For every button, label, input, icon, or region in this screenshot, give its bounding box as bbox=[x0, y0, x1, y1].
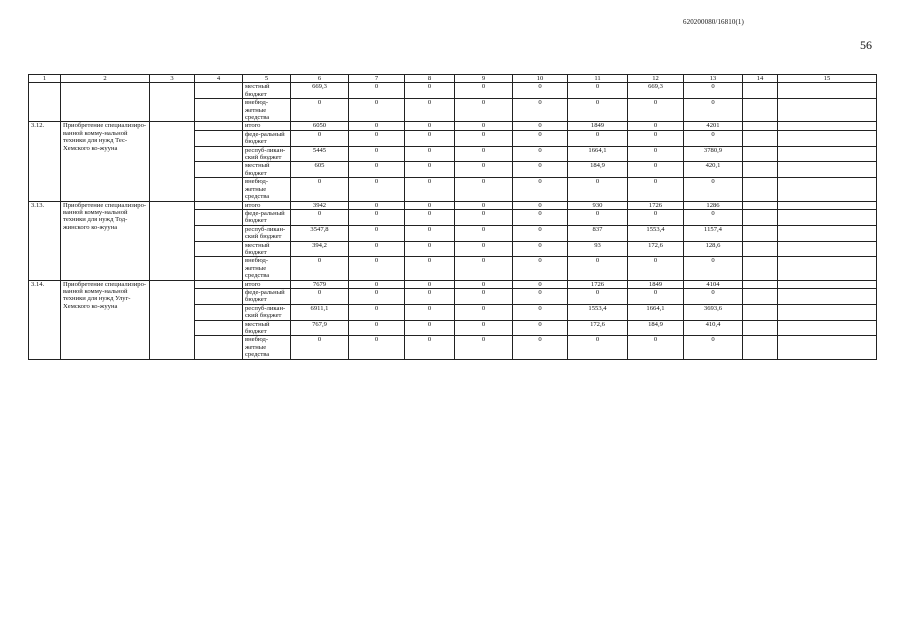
value-cell: 6911,1 bbox=[291, 304, 349, 320]
value-cell: 4201 bbox=[684, 122, 743, 130]
empty-cell bbox=[743, 209, 778, 225]
empty-cell bbox=[778, 225, 877, 241]
value-cell: 0 bbox=[455, 209, 513, 225]
table-row bbox=[29, 122, 877, 130]
value-cell: 0 bbox=[628, 146, 684, 162]
empty-cell bbox=[743, 241, 778, 257]
funding-source: итого bbox=[243, 201, 291, 209]
empty-cell bbox=[743, 280, 778, 288]
value-cell: 3942 bbox=[291, 201, 349, 209]
value-cell: 1849 bbox=[628, 280, 684, 288]
empty-cell bbox=[195, 130, 243, 146]
empty-cell bbox=[743, 288, 778, 304]
column-number-header: 2 bbox=[61, 75, 150, 83]
value-cell: 0 bbox=[455, 122, 513, 130]
column-number-header: 11 bbox=[568, 75, 628, 83]
value-cell: 0 bbox=[291, 178, 349, 201]
value-cell: 0 bbox=[405, 162, 455, 178]
value-cell: 0 bbox=[513, 225, 568, 241]
empty-cell bbox=[195, 209, 243, 225]
empty-cell bbox=[195, 241, 243, 257]
value-cell: 0 bbox=[513, 288, 568, 304]
value-cell: 1553,4 bbox=[628, 225, 684, 241]
empty-cell bbox=[195, 288, 243, 304]
value-cell: 0 bbox=[291, 99, 349, 122]
value-cell: 0 bbox=[455, 280, 513, 288]
value-cell: 0 bbox=[568, 178, 628, 201]
value-cell: 394,2 bbox=[291, 241, 349, 257]
item-number: 3.12. bbox=[29, 122, 61, 201]
column-number-header: 14 bbox=[743, 75, 778, 83]
empty-cell bbox=[195, 336, 243, 359]
empty-cell bbox=[195, 257, 243, 280]
value-cell: 0 bbox=[684, 178, 743, 201]
value-cell: 184,9 bbox=[568, 162, 628, 178]
value-cell: 5445 bbox=[291, 146, 349, 162]
empty-cell bbox=[778, 99, 877, 122]
empty-cell bbox=[743, 320, 778, 336]
empty-cell bbox=[778, 336, 877, 359]
empty-cell bbox=[195, 201, 243, 209]
value-cell: 0 bbox=[405, 288, 455, 304]
value-cell: 0 bbox=[349, 280, 405, 288]
value-cell: 837 bbox=[568, 225, 628, 241]
column-number-header: 1 bbox=[29, 75, 61, 83]
empty-cell bbox=[778, 122, 877, 130]
item-number: 3.14. bbox=[29, 280, 61, 359]
value-cell: 0 bbox=[349, 304, 405, 320]
empty-cell bbox=[743, 225, 778, 241]
empty-cell bbox=[778, 178, 877, 201]
value-cell: 0 bbox=[349, 225, 405, 241]
value-cell: 4104 bbox=[684, 280, 743, 288]
value-cell: 0 bbox=[349, 130, 405, 146]
value-cell: 0 bbox=[568, 257, 628, 280]
empty-cell bbox=[778, 130, 877, 146]
value-cell: 0 bbox=[349, 241, 405, 257]
value-cell: 420,1 bbox=[684, 162, 743, 178]
empty-cell bbox=[778, 280, 877, 288]
value-cell: 1553,4 bbox=[568, 304, 628, 320]
funding-source: внебюд-жетные средства bbox=[243, 99, 291, 122]
table-row bbox=[29, 201, 877, 209]
item-name: Приобретение специализиро-ванной комму-нальной техники для нужд Улуг-Хемского ко-жууна bbox=[61, 280, 150, 359]
value-cell: 0 bbox=[405, 122, 455, 130]
value-cell: 1664,1 bbox=[568, 146, 628, 162]
empty-cell bbox=[195, 99, 243, 122]
value-cell: 0 bbox=[513, 320, 568, 336]
funding-source: итого bbox=[243, 280, 291, 288]
value-cell: 0 bbox=[513, 130, 568, 146]
value-cell: 0 bbox=[513, 280, 568, 288]
column-number-header: 13 bbox=[684, 75, 743, 83]
item-number: 3.13. bbox=[29, 201, 61, 280]
value-cell: 0 bbox=[568, 83, 628, 99]
empty-cell bbox=[195, 162, 243, 178]
empty-cell bbox=[743, 83, 778, 99]
empty-cell bbox=[778, 209, 877, 225]
value-cell: 0 bbox=[568, 209, 628, 225]
funding-source: внебюд-жетные средства bbox=[243, 178, 291, 201]
column-number-header: 7 bbox=[349, 75, 405, 83]
funding-source: местный бюджет bbox=[243, 83, 291, 99]
value-cell: 669,3 bbox=[291, 83, 349, 99]
column-number-header: 3 bbox=[150, 75, 195, 83]
value-cell: 3780,9 bbox=[684, 146, 743, 162]
funding-source: респуб-ликан-ский бюджет bbox=[243, 304, 291, 320]
value-cell: 6050 bbox=[291, 122, 349, 130]
value-cell: 0 bbox=[405, 225, 455, 241]
empty-cell bbox=[743, 201, 778, 209]
value-cell: 0 bbox=[291, 130, 349, 146]
value-cell: 0 bbox=[405, 209, 455, 225]
value-cell: 0 bbox=[513, 241, 568, 257]
empty-cell bbox=[778, 201, 877, 209]
value-cell: 0 bbox=[455, 83, 513, 99]
column-number-header: 12 bbox=[628, 75, 684, 83]
funding-source: итого bbox=[243, 122, 291, 130]
value-cell: 0 bbox=[405, 83, 455, 99]
funding-source: внебюд-жетные средства bbox=[243, 257, 291, 280]
value-cell: 0 bbox=[628, 209, 684, 225]
value-cell: 0 bbox=[349, 288, 405, 304]
value-cell: 0 bbox=[291, 257, 349, 280]
value-cell: 0 bbox=[628, 336, 684, 359]
empty-cell bbox=[778, 241, 877, 257]
value-cell: 172,6 bbox=[568, 320, 628, 336]
funding-source: респуб-ликан-ский бюджет bbox=[243, 146, 291, 162]
empty-cell bbox=[743, 99, 778, 122]
value-cell: 0 bbox=[349, 209, 405, 225]
value-cell: 0 bbox=[513, 336, 568, 359]
value-cell: 0 bbox=[513, 146, 568, 162]
budget-table bbox=[28, 74, 877, 360]
value-cell: 184,9 bbox=[628, 320, 684, 336]
funding-source: феде-ральный бюджет bbox=[243, 288, 291, 304]
empty-cell bbox=[743, 162, 778, 178]
value-cell: 0 bbox=[455, 304, 513, 320]
value-cell: 0 bbox=[455, 225, 513, 241]
value-cell: 0 bbox=[405, 146, 455, 162]
value-cell: 605 bbox=[291, 162, 349, 178]
empty-cell bbox=[150, 280, 195, 359]
empty-cell bbox=[778, 83, 877, 99]
value-cell: 0 bbox=[349, 162, 405, 178]
empty-cell bbox=[195, 320, 243, 336]
value-cell: 0 bbox=[513, 162, 568, 178]
value-cell: 1726 bbox=[628, 201, 684, 209]
value-cell: 0 bbox=[455, 99, 513, 122]
value-cell: 0 bbox=[405, 257, 455, 280]
funding-source: местный бюджет bbox=[243, 162, 291, 178]
item-name: Приобретение специализиро-ванной комму-нальной техники для нужд Тес-Хемского ко-жууна bbox=[61, 122, 150, 201]
value-cell: 0 bbox=[455, 320, 513, 336]
value-cell: 93 bbox=[568, 241, 628, 257]
value-cell: 0 bbox=[513, 304, 568, 320]
empty-cell bbox=[743, 336, 778, 359]
value-cell: 0 bbox=[684, 257, 743, 280]
value-cell: 172,6 bbox=[628, 241, 684, 257]
table-row bbox=[29, 280, 877, 288]
empty-cell bbox=[195, 225, 243, 241]
empty-cell bbox=[150, 83, 195, 122]
value-cell: 0 bbox=[405, 178, 455, 201]
value-cell: 0 bbox=[684, 288, 743, 304]
value-cell: 0 bbox=[349, 320, 405, 336]
empty-cell bbox=[195, 178, 243, 201]
value-cell: 0 bbox=[513, 122, 568, 130]
value-cell: 0 bbox=[684, 99, 743, 122]
value-cell: 0 bbox=[455, 336, 513, 359]
value-cell: 0 bbox=[513, 201, 568, 209]
empty-cell bbox=[195, 146, 243, 162]
value-cell: 0 bbox=[684, 336, 743, 359]
funding-source: респуб-ликан-ский бюджет bbox=[243, 225, 291, 241]
empty-cell bbox=[743, 257, 778, 280]
value-cell: 767,9 bbox=[291, 320, 349, 336]
empty-cell bbox=[778, 146, 877, 162]
empty-cell bbox=[778, 162, 877, 178]
header-row bbox=[29, 75, 877, 83]
value-cell: 0 bbox=[455, 257, 513, 280]
value-cell: 0 bbox=[405, 130, 455, 146]
value-cell: 669,3 bbox=[628, 83, 684, 99]
empty-cell bbox=[743, 146, 778, 162]
value-cell: 0 bbox=[568, 130, 628, 146]
value-cell: 0 bbox=[684, 83, 743, 99]
value-cell: 3547,8 bbox=[291, 225, 349, 241]
value-cell: 0 bbox=[455, 146, 513, 162]
empty-cell bbox=[743, 130, 778, 146]
value-cell: 0 bbox=[405, 320, 455, 336]
empty-cell bbox=[195, 304, 243, 320]
table-row bbox=[29, 83, 877, 99]
value-cell: 0 bbox=[349, 146, 405, 162]
value-cell: 0 bbox=[628, 178, 684, 201]
empty-cell bbox=[195, 83, 243, 99]
page-number: 56 bbox=[860, 38, 872, 52]
column-number-header: 15 bbox=[778, 75, 877, 83]
column-number-header: 8 bbox=[405, 75, 455, 83]
empty-cell bbox=[778, 257, 877, 280]
value-cell: 0 bbox=[568, 288, 628, 304]
item-name-cell bbox=[61, 83, 150, 122]
value-cell: 0 bbox=[513, 83, 568, 99]
value-cell: 0 bbox=[513, 257, 568, 280]
value-cell: 0 bbox=[513, 99, 568, 122]
value-cell: 0 bbox=[455, 162, 513, 178]
document-id: 620200080/16810(1) bbox=[683, 18, 744, 26]
empty-cell bbox=[150, 122, 195, 201]
column-number-header: 9 bbox=[455, 75, 513, 83]
funding-source: феде-ральный бюджет bbox=[243, 130, 291, 146]
value-cell: 1286 bbox=[684, 201, 743, 209]
value-cell: 0 bbox=[405, 336, 455, 359]
value-cell: 1664,1 bbox=[628, 304, 684, 320]
value-cell: 0 bbox=[349, 83, 405, 99]
empty-cell bbox=[778, 304, 877, 320]
value-cell: 0 bbox=[455, 130, 513, 146]
value-cell: 0 bbox=[513, 178, 568, 201]
value-cell: 128,6 bbox=[684, 241, 743, 257]
empty-cell bbox=[778, 320, 877, 336]
value-cell: 0 bbox=[628, 257, 684, 280]
column-number-header: 5 bbox=[243, 75, 291, 83]
value-cell: 0 bbox=[291, 288, 349, 304]
column-number-header: 10 bbox=[513, 75, 568, 83]
value-cell: 0 bbox=[405, 241, 455, 257]
value-cell: 1849 bbox=[568, 122, 628, 130]
value-cell: 0 bbox=[349, 257, 405, 280]
value-cell: 0 bbox=[349, 336, 405, 359]
value-cell: 0 bbox=[568, 336, 628, 359]
value-cell: 0 bbox=[628, 288, 684, 304]
value-cell: 0 bbox=[405, 201, 455, 209]
empty-cell bbox=[743, 122, 778, 130]
empty-cell bbox=[150, 201, 195, 280]
item-number-cell bbox=[29, 83, 61, 122]
value-cell: 0 bbox=[405, 280, 455, 288]
value-cell: 0 bbox=[628, 162, 684, 178]
value-cell: 930 bbox=[568, 201, 628, 209]
funding-source: местный бюджет bbox=[243, 241, 291, 257]
value-cell: 0 bbox=[349, 99, 405, 122]
column-number-header: 6 bbox=[291, 75, 349, 83]
value-cell: 0 bbox=[455, 178, 513, 201]
value-cell: 0 bbox=[349, 178, 405, 201]
funding-source: феде-ральный бюджет bbox=[243, 209, 291, 225]
empty-cell bbox=[195, 280, 243, 288]
value-cell: 0 bbox=[405, 304, 455, 320]
value-cell: 0 bbox=[628, 122, 684, 130]
empty-cell bbox=[743, 178, 778, 201]
funding-source: внебюд-жетные средства bbox=[243, 336, 291, 359]
value-cell: 0 bbox=[349, 201, 405, 209]
value-cell: 0 bbox=[628, 130, 684, 146]
value-cell: 0 bbox=[455, 288, 513, 304]
value-cell: 1726 bbox=[568, 280, 628, 288]
value-cell: 0 bbox=[628, 99, 684, 122]
value-cell: 0 bbox=[568, 99, 628, 122]
value-cell: 0 bbox=[405, 99, 455, 122]
value-cell: 7679 bbox=[291, 280, 349, 288]
value-cell: 0 bbox=[349, 122, 405, 130]
empty-cell bbox=[778, 288, 877, 304]
item-name: Приобретение специализиро-ванной комму-нальной техники для нужд Тод-жинского ко-жууна bbox=[61, 201, 150, 280]
value-cell: 0 bbox=[513, 209, 568, 225]
value-cell: 0 bbox=[455, 241, 513, 257]
funding-source: местный бюджет bbox=[243, 320, 291, 336]
empty-cell bbox=[195, 122, 243, 130]
column-number-header: 4 bbox=[195, 75, 243, 83]
empty-cell bbox=[743, 304, 778, 320]
value-cell: 410,4 bbox=[684, 320, 743, 336]
value-cell: 0 bbox=[455, 201, 513, 209]
value-cell: 0 bbox=[291, 209, 349, 225]
value-cell: 0 bbox=[684, 130, 743, 146]
value-cell: 1157,4 bbox=[684, 225, 743, 241]
value-cell: 0 bbox=[684, 209, 743, 225]
value-cell: 0 bbox=[291, 336, 349, 359]
value-cell: 3693,6 bbox=[684, 304, 743, 320]
